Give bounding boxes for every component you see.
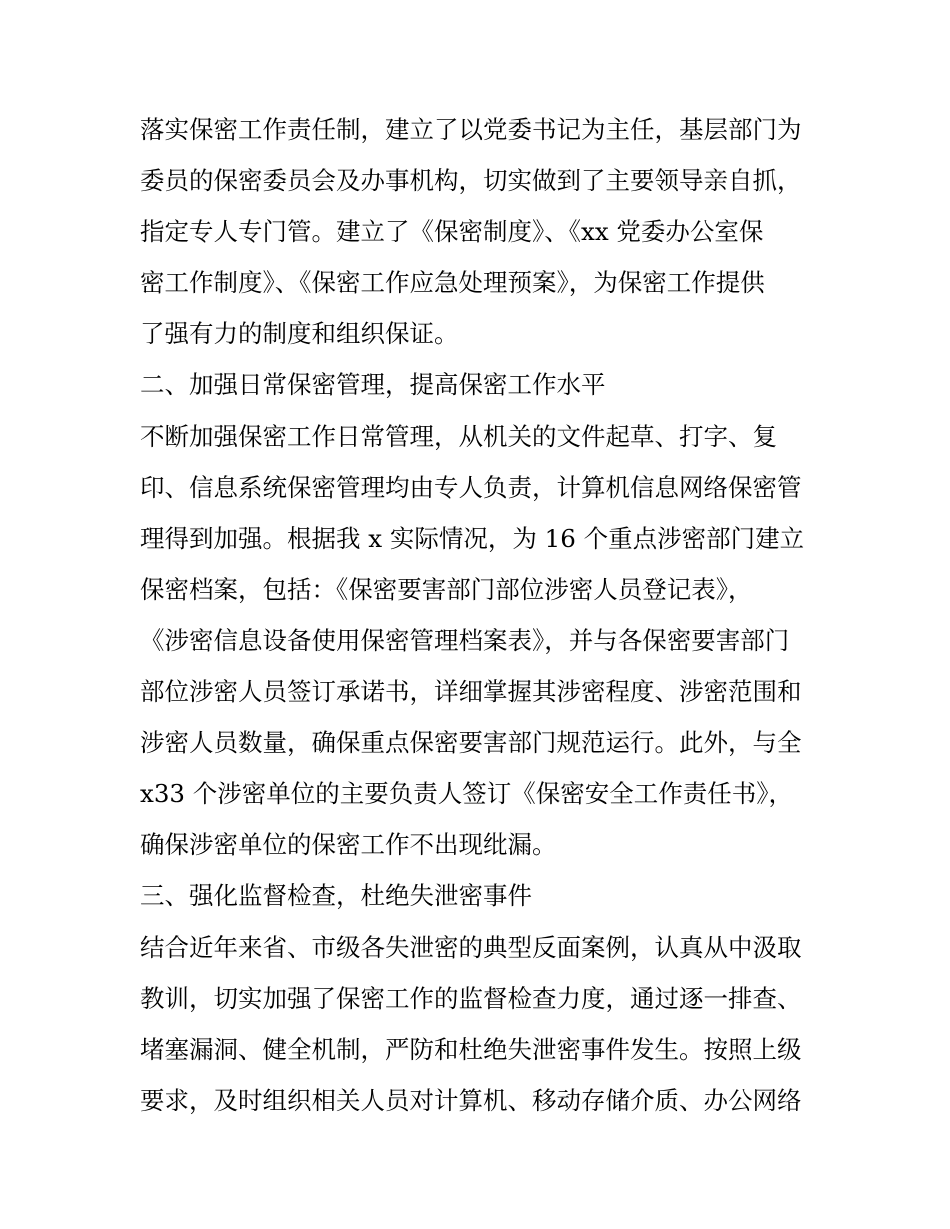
body-text — [140, 104, 830, 1126]
paragraph-line: 不断加强保密工作日常管理，从机关的文件起草、打字、复 — [140, 421, 777, 451]
paragraph-line: 结合近年来省、市级各失泄密的典型反面案例，认真从中汲取 — [140, 932, 802, 962]
paragraph-line: 保密档案，包括：《保密要害部门部位涉密人员登记表》， — [140, 574, 753, 604]
paragraph-line: 要求，及时组织相关人员对计算机、移动存储介质、办公网络 — [140, 1085, 802, 1115]
paragraph-line: 印、信息系统保密管理均由专人负责，计算机信息网络保密管 — [140, 472, 802, 502]
paragraph-line: 密工作制度》、《保密工作应急处理预案》，为保密工作提供 — [140, 268, 765, 298]
section-heading: 二、加强日常保密管理，提高保密工作水平 — [140, 370, 606, 400]
paragraph-line: 教训，切实加强了保密工作的监督检查力度，通过逐一排查、 — [140, 983, 802, 1013]
paragraph-line: x33 个涉密单位的主要负责人签订《保密安全工作责任书》， — [140, 779, 794, 809]
paragraph-line: 涉密人员数量，确保重点保密要害部门规范运行。此外，与全 — [140, 728, 802, 758]
paragraph-line: 确保涉密单位的保密工作不出现纰漏。 — [140, 830, 557, 860]
paragraph-line: 了强有力的制度和组织保证。 — [140, 319, 459, 349]
paragraph-line: 指定专人专门管。建立了《保密制度》、《xx 党委办公室保 — [140, 217, 764, 247]
paragraph-line: 委员的保密委员会及办事机构，切实做到了主要领导亲自抓， — [140, 166, 802, 196]
paragraph-line: 落实保密工作责任制，建立了以党委书记为主任，基层部门为 — [140, 115, 802, 144]
paragraph-line: 《涉密信息设备使用保密管理档案表》，并与各保密要害部门 — [140, 625, 790, 655]
section-heading: 三、强化监督检查，杜绝失泄密事件 — [140, 881, 532, 911]
paragraph-line: 堵塞漏洞、健全机制，严防和杜绝失泄密事件发生。按照上级 — [140, 1034, 802, 1064]
paragraph-line: 部位涉密人员签订承诺书，详细掌握其涉密程度、涉密范围和 — [140, 677, 802, 707]
paragraph-line: 理得到加强。根据我 x 实际情况，为 16 个重点涉密部门建立 — [140, 523, 805, 553]
